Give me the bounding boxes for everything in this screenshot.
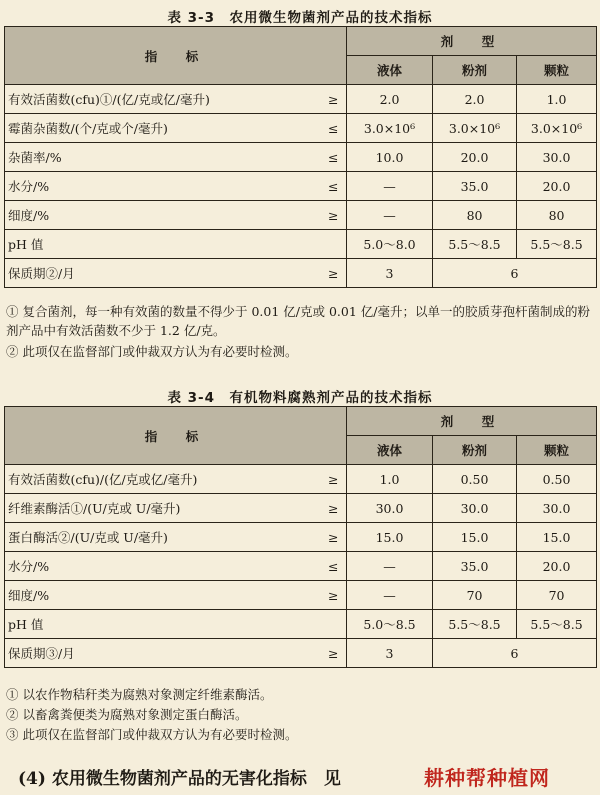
col-liquid: 液体: [347, 436, 433, 465]
row-label: pH 值: [5, 610, 321, 639]
row-label: 纤维素酶活①/(U/克或 U/毫升): [5, 494, 321, 523]
cell-value: 70: [433, 581, 517, 610]
cell-value: 30.0: [517, 143, 597, 172]
cell-value: 80: [517, 201, 597, 230]
cell-value: 5.0～8.0: [347, 230, 433, 259]
row-operator: ≤: [321, 114, 347, 143]
row-label: 细度/%: [5, 581, 321, 610]
cell-value: 1.0: [347, 465, 433, 494]
cell-value: 2.0: [433, 85, 517, 114]
table-row: [5, 552, 597, 581]
cell-value: 80: [433, 201, 517, 230]
cell-value: 5.5～8.5: [433, 230, 517, 259]
table-row: [5, 143, 597, 172]
cell-value: 6: [433, 639, 597, 668]
cell-value: 15.0: [347, 523, 433, 552]
table-row: [5, 172, 597, 201]
row-operator: ≥: [321, 201, 347, 230]
cell-value: 0.50: [433, 465, 517, 494]
row-operator: [321, 610, 347, 639]
row-label: 细度/%: [5, 201, 321, 230]
indicator-header: 指 标: [5, 27, 347, 85]
row-operator: ≤: [321, 552, 347, 581]
row-operator: ≥: [321, 259, 347, 288]
type-header: 剂 型: [347, 27, 597, 56]
table-row: [5, 610, 597, 639]
cell-value: 70: [517, 581, 597, 610]
table-row: [5, 523, 597, 552]
cell-value: 30.0: [517, 494, 597, 523]
cell-value: 3: [347, 259, 433, 288]
col-powder: 粉剂: [433, 436, 517, 465]
row-label: 水分/%: [5, 172, 321, 201]
row-label: 杂菌率/%: [5, 143, 321, 172]
row-label: 水分/%: [5, 552, 321, 581]
col-liquid: 液体: [347, 56, 433, 85]
row-operator: ≥: [321, 494, 347, 523]
watermark: 耕种帮种植网: [424, 766, 550, 790]
cell-value: 5.5～8.5: [433, 610, 517, 639]
table-row: [5, 230, 597, 259]
cell-value: 15.0: [517, 523, 597, 552]
row-operator: ≥: [321, 639, 347, 668]
cell-value: 6: [433, 259, 597, 288]
table-3-3-note-1: ① 复合菌剂，每一种有效菌的数量不得少于 0.01 亿/克或 0.01 亿/毫升；以单一的胶质芽孢杆菌制成的粉剂产品中有效活菌数不少于 1.2 亿/克。: [6, 304, 590, 338]
cell-value: 20.0: [433, 143, 517, 172]
row-operator: ≤: [321, 143, 347, 172]
row-label: 保质期②/月: [5, 259, 321, 288]
row-label: 蛋白酶活②/(U/克或 U/毫升): [5, 523, 321, 552]
row-label: pH 值: [5, 230, 321, 259]
row-label: 有效活菌数(cfu)/(亿/克或亿/毫升): [5, 465, 321, 494]
table-row: [5, 85, 597, 114]
cell-value: —: [347, 552, 433, 581]
cell-value: 3: [347, 639, 433, 668]
table-3-3: [4, 26, 597, 288]
cell-value: 2.0: [347, 85, 433, 114]
table-row: [5, 259, 597, 288]
col-powder: 粉剂: [433, 56, 517, 85]
col-granule: 颗粒: [517, 436, 597, 465]
table-row: [5, 494, 597, 523]
cell-value: 10.0: [347, 143, 433, 172]
cell-value: —: [347, 201, 433, 230]
row-operator: ≥: [321, 85, 347, 114]
table-3-3-note-2: ② 此项仅在监督部门或仲裁双方认为有必要时检测。: [6, 344, 298, 359]
row-label: 保质期③/月: [5, 639, 321, 668]
bottom-text: (4) 农用微生物菌剂产品的无害化指标 见: [18, 769, 341, 789]
cell-value: 3.0×10⁶: [347, 114, 433, 143]
cell-value: 20.0: [517, 552, 597, 581]
row-operator: [321, 230, 347, 259]
col-granule: 颗粒: [517, 56, 597, 85]
table-3-4-note-2: ② 以畜禽粪便类为腐熟对象测定蛋白酶活。: [6, 707, 248, 722]
table-row: [5, 581, 597, 610]
table-row: [5, 201, 597, 230]
cell-value: —: [347, 172, 433, 201]
table-row: [5, 114, 597, 143]
cell-value: 3.0×10⁶: [433, 114, 517, 143]
row-operator: ≥: [321, 523, 347, 552]
row-operator: ≥: [321, 581, 347, 610]
row-label: 霉菌杂菌数/(个/克或个/毫升): [5, 114, 321, 143]
table-3-4: [4, 406, 597, 668]
table-3-3-caption: 表 3-3 农用微生物菌剂产品的技术指标: [167, 10, 433, 26]
cell-value: 15.0: [433, 523, 517, 552]
table-3-4-note-3: ③ 此项仅在监督部门或仲裁双方认为有必要时检测。: [6, 727, 298, 742]
cell-value: 5.5～8.5: [517, 230, 597, 259]
table-row: [5, 465, 597, 494]
cell-value: 20.0: [517, 172, 597, 201]
table-row: [5, 639, 597, 668]
row-operator: ≥: [321, 465, 347, 494]
type-header: 剂 型: [347, 407, 597, 436]
cell-value: 3.0×10⁶: [517, 114, 597, 143]
cell-value: 5.0～8.5: [347, 610, 433, 639]
table-3-4-caption: 表 3-4 有机物料腐熟剂产品的技术指标: [167, 390, 433, 406]
table-3-4-note-1: ① 以农作物秸秆类为腐熟对象测定纤维素酶活。: [6, 687, 273, 702]
cell-value: 5.5～8.5: [517, 610, 597, 639]
cell-value: 0.50: [517, 465, 597, 494]
cell-value: 30.0: [347, 494, 433, 523]
cell-value: 30.0: [433, 494, 517, 523]
indicator-header: 指 标: [5, 407, 347, 465]
cell-value: 1.0: [517, 85, 597, 114]
row-label: 有效活菌数(cfu)①/(亿/克或亿/毫升): [5, 85, 321, 114]
cell-value: —: [347, 581, 433, 610]
cell-value: 35.0: [433, 552, 517, 581]
row-operator: ≤: [321, 172, 347, 201]
cell-value: 35.0: [433, 172, 517, 201]
